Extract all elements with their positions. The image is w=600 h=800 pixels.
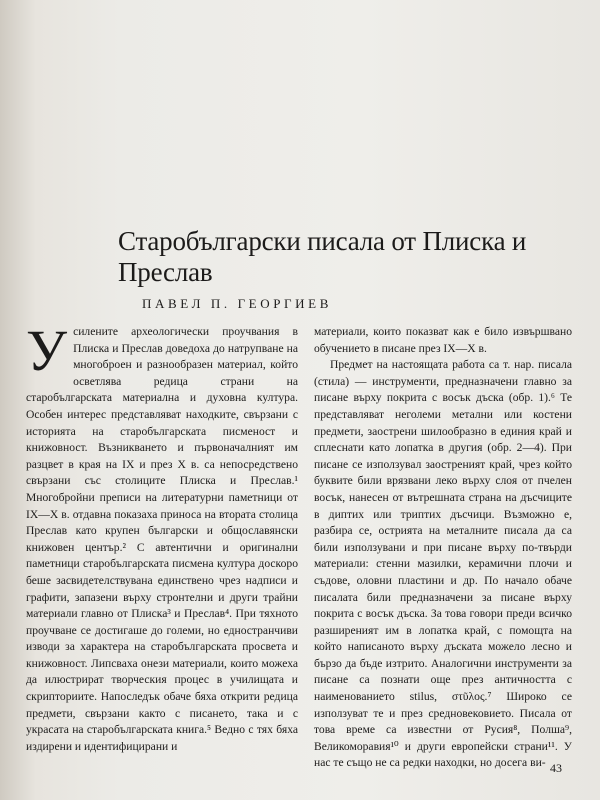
right-paragraph-1: материали, които показват как е било извършвано обучението в писане през IX—X в. [314,325,572,355]
drop-cap: У [26,318,68,383]
article-author: ПАВЕЛ П. ГЕОРГИЕВ [142,296,332,311]
left-paragraph-text: силените археологически проучвания в Плиска и Преслав доведоха до натрупване на многоброен и разнообразен материал, който осветлява редица страни на старобългарската материална и духовна култура. Особен интерес представляват находките, свързани с историята на старобългарската писменост и книжовност. Възникването и първоначалният им разцвет в края на IX и през X в. са непосредствено свързани със столиците Плиска и Преслав.¹ Многобройни преписи на литературни паметници от IX—X в. отдавна показаха приноса на втората столица Преслав като крупен български и общославянски книжовен център.² С автентични и оригинални паметници старобългарската писмена култура доскоро беше засвидетелствувана единствено чрез надписи и графити, запазени върху стронтелни и други трайни материали главно от Плиска³ и Преслав⁴. При тяхното проучване се достигаше до големи, но едностранчиви изводи за характера на старобългарската просвета и книжовност. Липсваха онези материали, които можеха да илюстрират творческия процес в училищата и скрипториите. Напоследък обаче бяха открити редица предмети, свързани както с писането, така и с украсата на старобългарската книга.⁵ Ведно с тях бяха издирени и идентифицирани и [26,325,298,753]
left-paragraph [26,318,298,755]
left-column [26,318,298,755]
page-number: 43 [550,761,562,775]
article-title: Старобългарски писала от Плиска и Преслав [118,226,527,287]
right-column [314,324,572,772]
right-paragraph-2: Предмет на настоящата работа са т. нар. писала (стила) — инструменти, предназначени главно за писане върху покрита с восък дъска (обр. 1).⁶ Те представляват неголеми метални или костени предмети, заострени шилообразно в единия край и сплеснати като лопатка в другия (обр. 2—4). При писане се използувал заостреният край, чрез който буквите били врязвани леко върху слоя от пчелен восък, нанесен от вътрешната страна на дъсчиците в диптих или триптих дъсчици. Възможно е, разбира се, острията на металните писала да са били използувани и при писане върху по-твърди материали: стенни мазилки, керамични плочи и съдове, оловни пластини и др. По начало обаче писалата били предназначени за писане върху покрита с восък дъска. За това говори преди всичко разширеният им в лопатка край, с помощта на който написаното върху дъската можело лесно и бързо да бъде изтрито. Аналогични инструменти за писане са познати още през античността с наименованието stilus, στῦλος.⁷ Широко се използуват те и през средновековието. Писала от това време са известни от Русия⁸, Полша⁹, Великоморавия¹⁰ и други европейски страни¹¹. У нас те също не са редки находки, но досега ви- [314,358,572,770]
